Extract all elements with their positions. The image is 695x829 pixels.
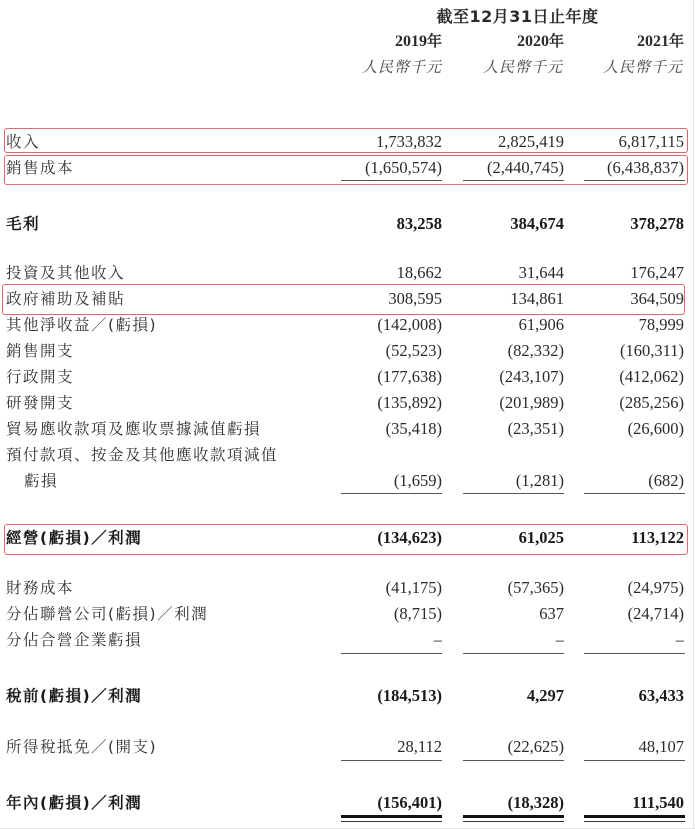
unit-label-2021: 人民幣千元	[602, 58, 683, 76]
year-text: 2019	[394, 33, 427, 50]
table-row-operating-profit	[0, 526, 695, 550]
subtotal-underline	[341, 653, 442, 654]
row-label: 投資及其他收入	[6, 264, 126, 282]
subtotal-underline	[463, 653, 564, 654]
value-2020: 2,825,419	[498, 132, 564, 151]
year-suffix: 年	[426, 32, 442, 50]
row-label: 其他淨收益／(虧損)	[6, 316, 158, 334]
value-2021: 113,122	[631, 528, 684, 547]
value-2020: (2,440,745)	[487, 158, 564, 177]
table-row-government-grants	[0, 287, 695, 311]
value-2020: (201,989)	[499, 393, 564, 412]
value-2019: 28,112	[397, 737, 442, 756]
value-2019: (52,523)	[385, 341, 442, 360]
year-text: 2021	[636, 33, 669, 50]
value-2020: 61,025	[518, 528, 564, 547]
value-2020: (1,281)	[515, 471, 564, 490]
subtotal-underline	[584, 180, 685, 181]
table-row-finance-costs	[0, 576, 695, 600]
row-label: 研發開支	[6, 394, 75, 412]
row-label-continuation: 虧損	[24, 472, 59, 490]
subtotal-underline	[341, 180, 442, 181]
table-row-prepayments-impairment	[0, 443, 695, 493]
total-double-underline-lower	[463, 821, 564, 822]
year-header-2019	[332, 30, 442, 51]
row-label: 銷售開支	[6, 342, 75, 360]
value-2021: 48,107	[638, 737, 684, 756]
value-2021: 6,817,115	[618, 132, 684, 151]
table-row-rd-expenses	[0, 391, 695, 415]
row-label: 預付款項、按金及其他應收款項減值	[6, 446, 279, 464]
total-double-underline	[463, 815, 564, 818]
value-2019: (142,008)	[377, 315, 442, 334]
value-2020: 31,644	[518, 263, 564, 282]
value-2020: 384,674	[510, 214, 564, 233]
value-2021: (24,714)	[627, 604, 684, 623]
total-double-underline	[584, 815, 685, 818]
value-2020: 4,297	[526, 686, 564, 705]
value-2021: (26,600)	[627, 419, 684, 438]
value-2019: (8,715)	[393, 604, 442, 623]
year-suffix: 年	[668, 32, 684, 50]
value-2021: 378,278	[630, 214, 684, 233]
value-2019: 308,595	[388, 289, 442, 308]
value-2020: (22,625)	[507, 737, 564, 756]
row-label: 所得稅抵免／(開支)	[6, 738, 158, 756]
table-row-income-tax	[0, 735, 695, 759]
row-label: 行政開支	[6, 368, 75, 386]
period-header: 截至12月31日止年度	[436, 7, 599, 26]
value-2019: (134,623)	[377, 528, 442, 547]
total-double-underline	[341, 815, 442, 818]
value-2021: (24,975)	[627, 578, 684, 597]
value-2021: (160,311)	[619, 341, 684, 360]
value-2021: 364,509	[630, 289, 684, 308]
value-2021: 63,433	[638, 686, 684, 705]
subtotal-underline	[463, 760, 564, 761]
row-label: 分佔聯營公司(虧損)／利潤	[6, 605, 209, 623]
value-2020: (23,351)	[507, 419, 564, 438]
value-2021: 78,999	[638, 315, 684, 334]
value-2020: (57,365)	[507, 578, 564, 597]
subtotal-underline	[584, 653, 685, 654]
total-double-underline-lower	[341, 821, 442, 822]
table-row-trade-receivables-impairment	[0, 417, 695, 441]
table-row-selling-expenses	[0, 339, 695, 363]
row-label: 貿易應收款項及應收票據減值虧損	[6, 420, 262, 438]
row-label: 政府補助及補貼	[6, 290, 126, 308]
row-label: 收入	[6, 133, 41, 151]
value-2020: 61,906	[518, 315, 564, 334]
subtotal-underline	[584, 760, 685, 761]
row-label: 財務成本	[6, 579, 75, 597]
subtotal-underline	[463, 180, 564, 181]
value-2019: (156,401)	[377, 793, 442, 812]
table-row-cost-of-sales	[0, 156, 695, 180]
row-label: 分佔合營企業虧損	[6, 631, 143, 649]
total-double-underline-lower	[584, 821, 685, 822]
value-2021: (412,062)	[619, 367, 684, 386]
table-row-profit-for-year	[0, 791, 695, 815]
value-2019: (1,650,574)	[365, 158, 442, 177]
value-2020: –	[555, 630, 564, 649]
subtotal-underline	[341, 760, 442, 761]
table-row-gross-profit	[0, 212, 695, 236]
value-2019: (41,175)	[385, 578, 442, 597]
value-2019: (177,638)	[377, 367, 442, 386]
table-row-share-of-joint-ventures	[0, 628, 695, 652]
value-2020: (243,107)	[499, 367, 564, 386]
value-2019: (1,659)	[393, 471, 442, 490]
value-2020: 134,861	[510, 289, 564, 308]
value-2019: (135,892)	[377, 393, 442, 412]
table-row-investment-income	[0, 261, 695, 285]
value-2019: 83,258	[396, 214, 442, 233]
row-label: 年內(虧損)／利潤	[6, 794, 143, 812]
value-2021: (682)	[648, 471, 684, 490]
value-2020: (18,328)	[507, 793, 564, 812]
value-2021: 176,247	[630, 263, 684, 282]
year-text: 2020	[516, 33, 549, 50]
row-label: 銷售成本	[6, 159, 75, 177]
row-label: 稅前(虧損)／利潤	[6, 687, 143, 705]
table-row-admin-expenses	[0, 365, 695, 389]
table-row-other-net-gains	[0, 313, 695, 337]
row-label: 毛利	[6, 215, 41, 233]
year-header-2021	[574, 30, 684, 51]
table-row-share-of-associates	[0, 602, 695, 626]
year-header-2020	[454, 30, 564, 51]
unit-label-2019: 人民幣千元	[361, 58, 442, 76]
value-2021: (6,438,837)	[607, 158, 684, 177]
value-2021: –	[675, 630, 684, 649]
table-row-profit-before-tax	[0, 684, 695, 708]
value-2019: –	[433, 630, 442, 649]
value-2020: (82,332)	[507, 341, 564, 360]
subtotal-underline	[341, 493, 442, 494]
subtotal-underline	[463, 493, 564, 494]
value-2019: 18,662	[396, 263, 442, 282]
value-2021: 111,540	[632, 793, 684, 812]
value-2019: (35,418)	[385, 419, 442, 438]
value-2019: (184,513)	[377, 686, 442, 705]
unit-label-2020: 人民幣千元	[482, 58, 563, 76]
value-2021: (285,256)	[619, 393, 684, 412]
subtotal-underline	[584, 493, 685, 494]
row-label: 經營(虧損)／利潤	[6, 529, 143, 547]
value-2019: 1,733,832	[376, 132, 442, 151]
value-2020: 637	[539, 604, 564, 623]
table-row-revenue	[0, 130, 695, 154]
year-suffix: 年	[548, 32, 564, 50]
